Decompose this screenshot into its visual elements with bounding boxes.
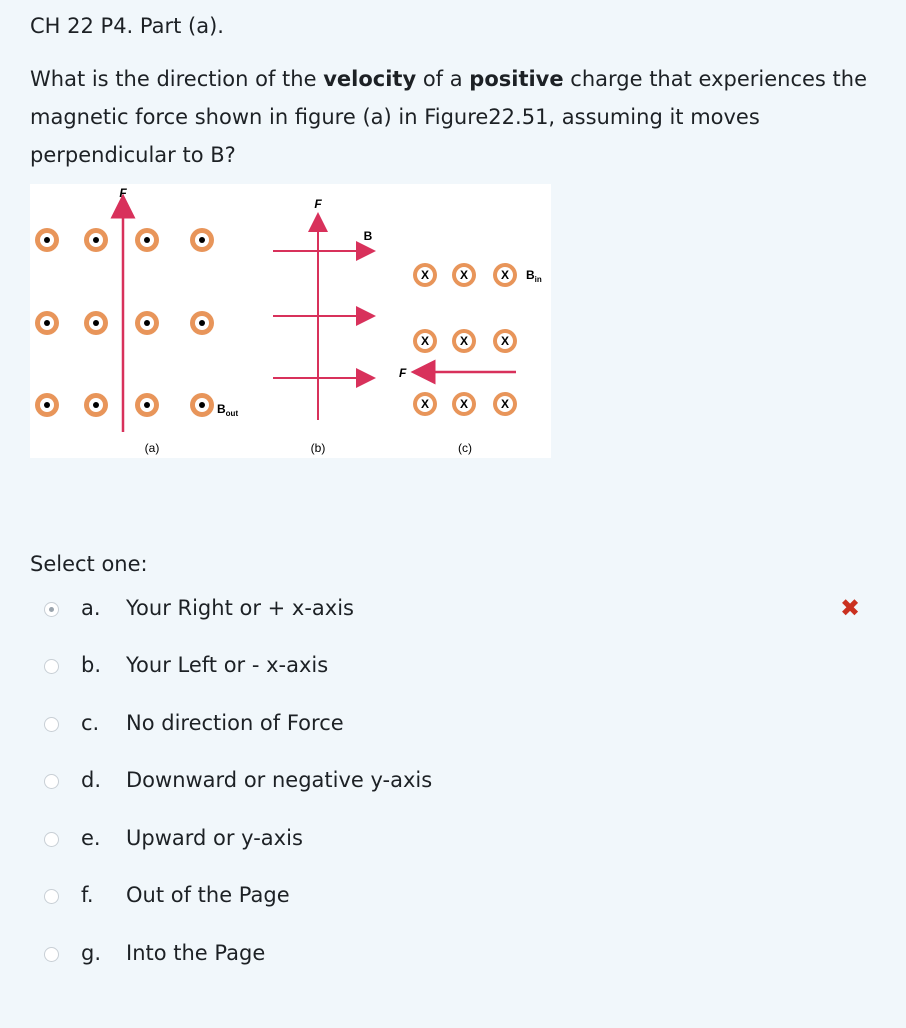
radio-d[interactable]: [44, 774, 59, 789]
radio-g[interactable]: [44, 947, 59, 962]
dot-a-2-1: [35, 311, 59, 335]
panel-b-force-label: F: [314, 197, 322, 211]
cross-c-2-3: [493, 329, 517, 353]
svg-text:X: X: [459, 397, 469, 411]
question-text: [30, 60, 870, 174]
option-f-letter: f.: [81, 883, 94, 907]
bin-sub: in: [534, 275, 542, 284]
cross-c-1-2: [452, 263, 476, 287]
option-e-letter: e.: [81, 826, 101, 850]
option-c-text[interactable]: No direction of Force: [126, 711, 344, 735]
dot-a-3-3: [135, 393, 159, 417]
svg-text:X: X: [500, 397, 510, 411]
radio-f[interactable]: [44, 889, 59, 904]
figure-background: [30, 184, 551, 458]
figure-22-51: [30, 184, 551, 458]
cross-c-3-2: [452, 392, 476, 416]
svg-text:X: X: [459, 268, 469, 282]
svg-text:X: X: [420, 268, 430, 282]
dot-a-2-2: [84, 311, 108, 335]
option-a-letter: a.: [81, 596, 101, 620]
cross-c-3-1: [413, 392, 437, 416]
panel-c-force-label: F: [399, 366, 407, 380]
panel-c-field-crosses: [413, 263, 517, 416]
radio-e[interactable]: [44, 832, 59, 847]
option-f-text[interactable]: Out of the Page: [126, 883, 290, 907]
dot-a-3-1: [35, 393, 59, 417]
select-one-prompt: Select one:: [30, 552, 148, 576]
option-b-letter: b.: [81, 653, 102, 677]
question-title: CH 22 P4. Part (a).: [30, 14, 224, 38]
bin-B: B: [526, 268, 535, 282]
cross-c-2-1: [413, 329, 437, 353]
incorrect-icon: ✖: [840, 594, 861, 622]
caption-b: (b): [310, 441, 326, 455]
bout-B: B: [217, 402, 226, 416]
option-b-text[interactable]: Your Left or - x-axis: [126, 653, 329, 677]
svg-text:X: X: [459, 334, 469, 348]
question-bold-velocity: velocity: [323, 67, 417, 91]
dot-a-2-4: [190, 311, 214, 335]
panel-a-force-label: F: [119, 186, 127, 200]
dot-a-1-1: [35, 228, 59, 252]
svg-text:X: X: [500, 334, 510, 348]
dot-a-2-3: [135, 311, 159, 335]
question-text-part2: of a: [416, 67, 470, 91]
radio-c[interactable]: [44, 717, 59, 732]
option-a-text[interactable]: Your Right or + x-axis: [126, 596, 354, 620]
radio-a[interactable]: [44, 602, 59, 617]
question-text-part1: What is the direction of the: [30, 67, 324, 91]
dot-a-3-2: [84, 393, 108, 417]
option-c-letter: c.: [81, 711, 100, 735]
cross-c-1-1: [413, 263, 437, 287]
cross-c-3-3: [493, 392, 517, 416]
cross-c-2-2: [452, 329, 476, 353]
radio-b[interactable]: [44, 659, 59, 674]
panel-b-field-label: B: [363, 229, 373, 243]
dot-a-1-4: [190, 228, 214, 252]
caption-c: (c): [458, 441, 472, 455]
dot-a-3-4: [190, 393, 214, 417]
svg-text:X: X: [420, 334, 430, 348]
option-d-text[interactable]: Downward or negative y-axis: [126, 768, 433, 792]
dot-a-1-2: [84, 228, 108, 252]
question-bold-positive: positive: [469, 67, 564, 91]
question-text-part3: charge that experiences the magnetic force shown in figure (a) in Figure22.51, assuming it moves perpendicular to B?: [30, 67, 867, 167]
cross-c-1-3: [493, 263, 517, 287]
caption-a: (a): [144, 441, 160, 455]
option-g-letter: g.: [81, 941, 102, 965]
svg-text:X: X: [420, 397, 430, 411]
option-e-text[interactable]: Upward or y-axis: [126, 826, 303, 850]
bout-sub: out: [225, 409, 239, 418]
option-g-text[interactable]: Into the Page: [126, 941, 266, 965]
option-d-letter: d.: [81, 768, 102, 792]
dot-a-1-3: [135, 228, 159, 252]
svg-text:X: X: [500, 268, 510, 282]
